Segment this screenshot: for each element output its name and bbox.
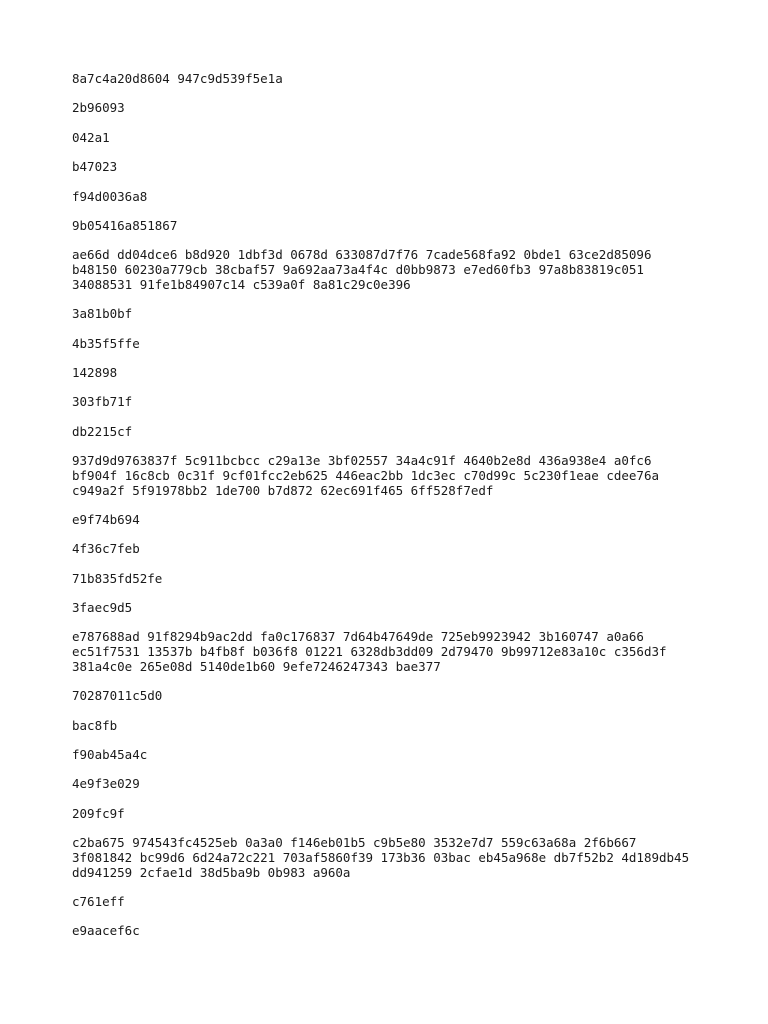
text-line: e9aacef6c — [72, 923, 140, 939]
text-line: 9b05416a851867 — [72, 217, 178, 233]
text-line: 3a81b0bf — [72, 306, 133, 322]
text-line: e9f74b694 — [72, 511, 140, 527]
text-line: 4f36c7feb — [72, 541, 140, 557]
document-page — [72, 72, 712, 954]
text-line: 2b96093 — [72, 100, 125, 116]
text-line: db2215cf — [72, 423, 133, 439]
text-line: 71b835fd52fe — [72, 570, 163, 586]
text-line: 042a1 — [72, 129, 110, 145]
text-line: f94d0036a8 — [72, 188, 148, 204]
text-line: 142898 — [72, 364, 118, 380]
text-line: f90ab45a4c — [72, 747, 148, 763]
text-line: 4b35f5ffe — [72, 335, 140, 351]
text-line: 303fb71f — [72, 394, 133, 410]
text-line: bac8fb — [72, 717, 118, 733]
text-line: 3faec9d5 — [72, 600, 133, 616]
text-line: 70287011c5d0 — [72, 688, 163, 704]
text-paragraph: 937d9d9763837f 5c911bcbcc c29a13e 3bf02557 34a4c91f 4640b2e8d 436a938e4 a0fc6 bf904f 16c8cb 0c31f 9cf01fcc2eb625 446eac2bb 1dc3ec c70d99c 5c230f1eae cdee76a c949a2f 5f91978bb2 1de700 b7d872 62ec691f465 6ff528f7edf — [72, 453, 659, 498]
text-paragraph: ae66d dd04dce6 b8d920 1dbf3d 0678d 633087d7f76 7cade568fa92 0bde1 63ce2d85096 b48150 60230a779cb 38cbaf57 9a692aa73a4f4c d0bb9873 e7ed60fb3 97a8b83819c051 34088531 91fe1b84907c14 c539a0f 8a81c29c0e396 — [72, 247, 652, 292]
text-paragraph: c2ba675 974543fc4525eb 0a3a0 f146eb01b5 c9b5e80 3532e7d7 559c63a68a 2f6b667 3f081842 bc99d6 6d24a72c221 703af5860f39 173b36 03bac eb45a968e db7f52b2 4d189db45 dd941259 2cfae1d 38d5ba9b 0b983 a960a — [72, 835, 690, 880]
text-line: 209fc9f — [72, 805, 125, 821]
text-paragraph: e787688ad 91f8294b9ac2dd fa0c176837 7d64b47649de 725eb9923942 3b160747 a0a66 ec51f7531 13537b b4fb8f b036f8 01221 6328db3dd09 2d79470 9b99712e83a10c c356d3f 381a4c0e 265e08d 5140de1b60 9efe7246247343 bae377 — [72, 629, 667, 674]
text-line: c761eff — [72, 894, 125, 909]
text-line: 8a7c4a20d8604 947c9d539f5e1a — [72, 71, 283, 86]
text-line: b47023 — [72, 159, 118, 175]
text-line: 4e9f3e029 — [72, 776, 140, 792]
